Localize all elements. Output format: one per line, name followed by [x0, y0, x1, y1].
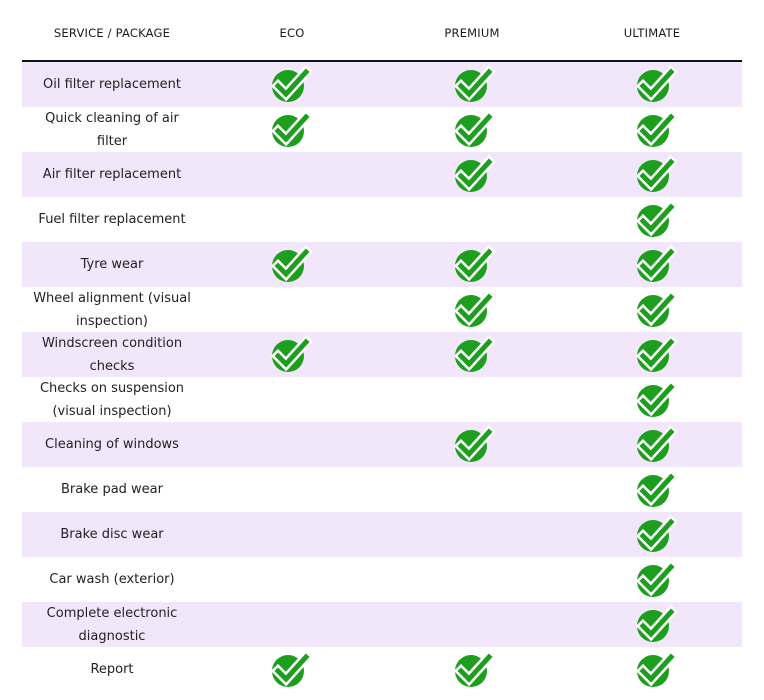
- check-icon: [270, 110, 312, 150]
- table-row: [22, 647, 742, 692]
- table-header: [22, 0, 742, 62]
- table-row: [22, 152, 742, 197]
- check-icon: [635, 290, 677, 330]
- service-label: Complete electronic diagnostic: [46, 605, 178, 644]
- service-label: Brake disc wear: [60, 527, 164, 542]
- service-label: Air filter replacement: [42, 167, 182, 182]
- table-row: [22, 467, 742, 512]
- package-comparison-table: [22, 0, 742, 692]
- table-row: [22, 287, 742, 332]
- service-label: Quick cleaning of air filter: [45, 110, 179, 149]
- table-row: [22, 242, 742, 287]
- check-icon: [453, 155, 495, 195]
- service-label: Fuel filter replacement: [38, 212, 186, 227]
- check-icon: [453, 650, 495, 690]
- table-row: [22, 377, 742, 422]
- check-icon: [453, 425, 495, 465]
- check-icon: [635, 470, 677, 510]
- service-label: Wheel alignment (visual inspection): [33, 290, 191, 329]
- service-label: Tyre wear: [80, 257, 144, 272]
- service-label: Brake pad wear: [61, 482, 163, 497]
- table-row: [22, 62, 742, 107]
- check-icon: [635, 65, 677, 105]
- check-icon: [635, 560, 677, 600]
- header-service-package: SERVICE / PACKAGE: [53, 26, 171, 40]
- check-icon: [453, 65, 495, 105]
- service-label: Report: [90, 662, 134, 677]
- table-row: [22, 602, 742, 647]
- table-row: [22, 512, 742, 557]
- check-icon: [635, 380, 677, 420]
- header-ultimate: ULTIMATE: [623, 26, 681, 40]
- table-row: [22, 197, 742, 242]
- table-row: [22, 332, 742, 377]
- table-body: [22, 62, 742, 692]
- table-row: [22, 557, 742, 602]
- table-row: [22, 422, 742, 467]
- service-label: Checks on suspension (visual inspection): [39, 380, 185, 419]
- check-icon: [635, 515, 677, 555]
- service-label: Cleaning of windows: [45, 437, 179, 452]
- check-icon: [635, 605, 677, 645]
- check-icon: [635, 110, 677, 150]
- check-icon: [453, 335, 495, 375]
- service-label: Oil filter replacement: [43, 77, 181, 92]
- check-icon: [270, 335, 312, 375]
- check-icon: [635, 200, 677, 240]
- header-eco: ECO: [279, 26, 305, 40]
- check-icon: [270, 245, 312, 285]
- check-icon: [635, 650, 677, 690]
- service-label: Car wash (exterior): [49, 572, 175, 587]
- check-icon: [453, 110, 495, 150]
- check-icon: [270, 650, 312, 690]
- check-icon: [635, 155, 677, 195]
- check-icon: [635, 245, 677, 285]
- table-row: [22, 107, 742, 152]
- check-icon: [453, 245, 495, 285]
- header-premium: PREMIUM: [444, 26, 500, 40]
- check-icon: [635, 425, 677, 465]
- check-icon: [453, 290, 495, 330]
- check-icon: [635, 335, 677, 375]
- check-icon: [270, 65, 312, 105]
- service-label: Windscreen condition checks: [41, 335, 183, 374]
